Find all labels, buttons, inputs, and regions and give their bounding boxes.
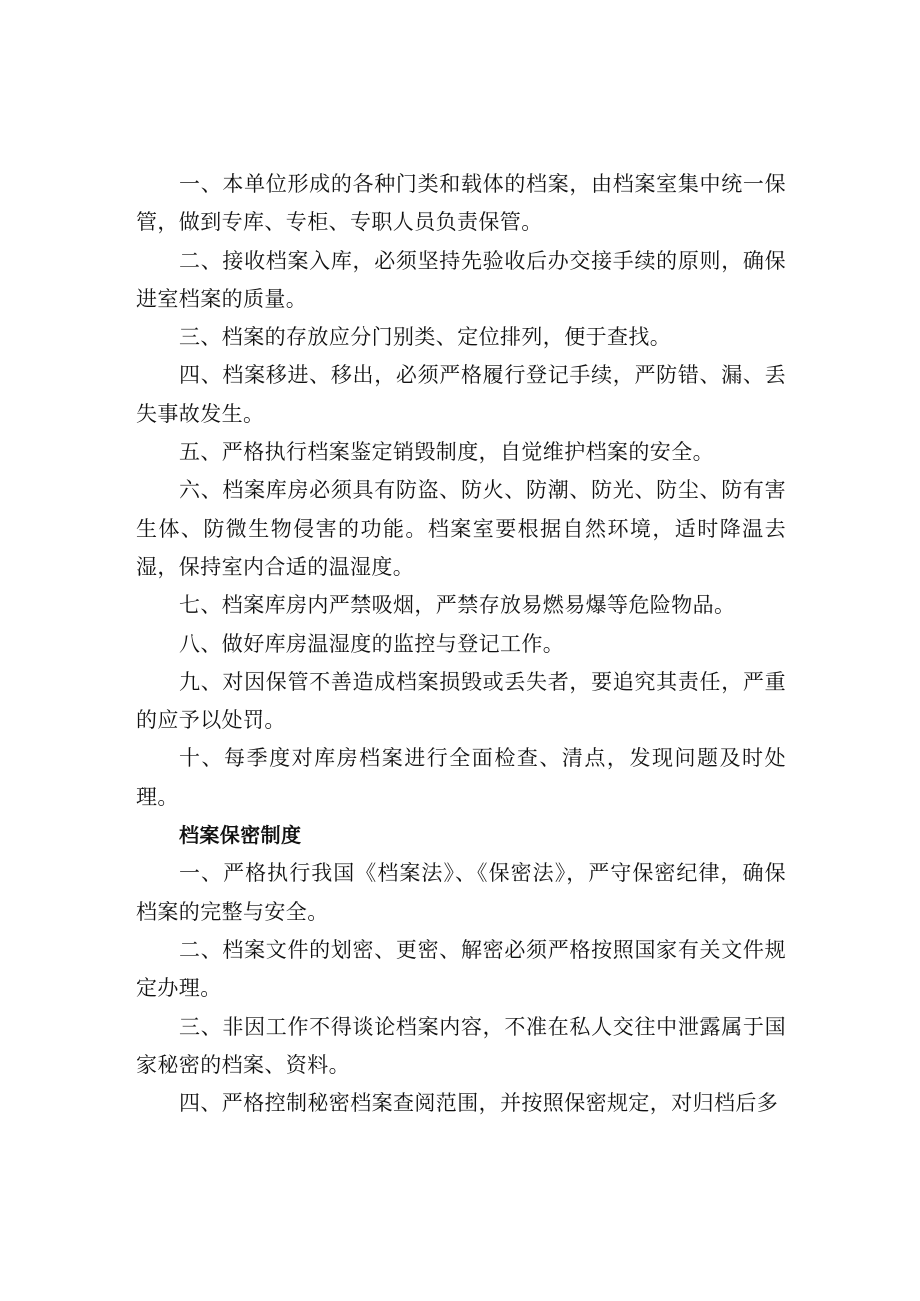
- confidentiality-rule-1: 一、严格执行我国《档案法》、《保密法》，严守保密纪律，确保档案的完整与安全。: [136, 861, 786, 924]
- confidentiality-heading: 档案保密制度: [179, 823, 302, 848]
- storage-rule-9: 九、对因保管不善造成档案损毁或丢失者，要追究其责任，严重的应予以处罚。: [136, 669, 786, 733]
- storage-rule-6: 六、档案库房必须具有防盗、防火、防潮、防光、防尘、防有害生体、防微生物侵害的功能。档案室要根据自然环境，适时降温去湿，保持室内合适的温湿度。: [136, 478, 786, 579]
- storage-rule-2: 二、接收档案入库，必须坚持先验收后办交接手续的原则，确保进室档案的质量。: [136, 248, 786, 311]
- storage-rule-8: 八、做好库房温湿度的监控与登记工作。: [179, 631, 565, 656]
- confidentiality-rule-3: 三、非因工作不得谈论档案内容，不准在私人交往中泄露属于国家秘密的档案、资料。: [136, 1014, 786, 1077]
- confidentiality-rule-2: 二、档案文件的划密、更密、解密必须严格按照国家有关文件规定办理。: [136, 937, 786, 1001]
- storage-rule-1: 一、本单位形成的各种门类和载体的档案，由档案室集中统一保管，做到专库、专柜、专职人员负责保管。: [136, 172, 786, 235]
- storage-rule-3: 三、档案的存放应分门别类、定位排列，便于查找。: [179, 325, 672, 350]
- confidentiality-rule-4: 四、严格控制秘密档案查阅范围，并按照保密规定，对归档后多: [179, 1091, 779, 1116]
- storage-rule-7: 七、档案库房内严禁吸烟，严禁存放易燃易爆等危险物品。: [179, 593, 736, 618]
- storage-rule-10: 十、每季度对库房档案进行全面检查、清点，发现问题及时处理。: [136, 746, 786, 809]
- storage-rule-5: 五、严格执行档案鉴定销毁制度，自觉维护档案的安全。: [179, 440, 714, 465]
- document-page: [136, 165, 786, 1122]
- storage-rule-4: 四、档案移进、移出，必须严格履行登记手续，严防错、漏、丢失事故发生。: [136, 363, 786, 426]
